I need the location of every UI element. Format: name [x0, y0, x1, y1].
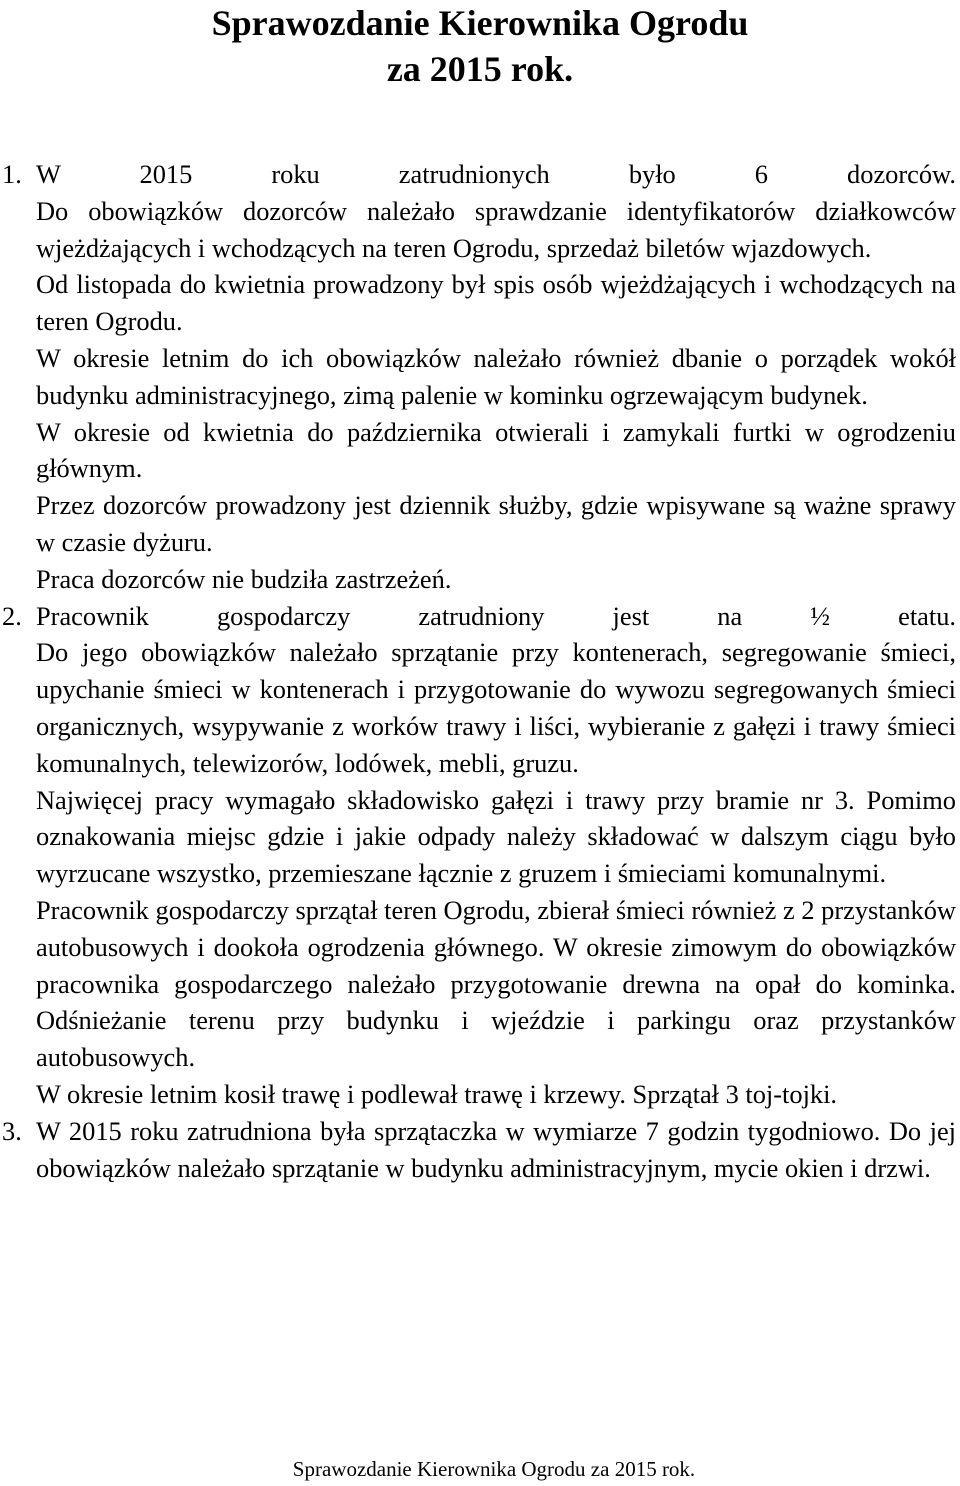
paragraph: Praca dozorców nie budziła zastrzeżeń. — [36, 563, 452, 594]
document-title — [0, 0, 960, 92]
item-number: 2. — [2, 600, 22, 631]
paragraph: W 2015 roku zatrudniona była sprzątaczka w wymiarze 7 godzin tygodniowo. Do jej obowiązków należało sprzątanie w budynku administracyjnym, mycie okien i drzwi. — [36, 1115, 956, 1183]
paragraph: Pracownik gospodarczy sprzątał teren Ogrodu, zbierał śmieci również z 2 przystanków autobusowych i dookoła ogrodzenia głównego. W okresie zimowym do obowiązków pracownika gospodarczego należało przygotowanie drewna na opał do kominka. Odśnieżanie terenu przy budynku i wjeździe i parkingu oraz przystanków autobusowych. — [36, 894, 956, 1073]
paragraph: Do jego obowiązków należało sprzątanie przy kontenerach, segregowanie śmieci, upychanie śmieci w kontenerach i przygotowanie do wywozu segregowanych śmieci organicznych, wsypywanie z worków trawy i liści, wybieranie z gałęzi i trawy śmieci komunalnych, telewizorów, lodówek, mebli, gruzu. — [36, 637, 956, 778]
paragraph: W 2015 roku zatrudnionych było 6 dozorców. — [36, 159, 956, 189]
paragraph: Pracownik gospodarczy zatrudniony jest na ½ etatu. — [36, 600, 956, 631]
paragraph: W okresie letnim do ich obowiązków należało również dbanie o porządek wokół budynku administracyjnego, zimą palenie w kominku ogrzewającym budynek. — [36, 342, 956, 410]
paragraph: Do obowiązków dozorców należało sprawdzanie identyfikatorów działkowców wjeżdżających i wchodzących na teren Ogrodu, sprzedaż biletów wjazdowych. — [36, 195, 956, 263]
item-number: 3. — [2, 1115, 22, 1146]
list-item-3 — [0, 1113, 960, 1187]
paragraph: W okresie letnim kosił trawę i podlewał trawę i krzewy. Sprzątał 3 toj-tojki. — [36, 1078, 838, 1109]
paragraph: W okresie od kwietnia do października otwierali i zamykali furtki w ogrodzeniu głównym. — [36, 416, 956, 484]
paragraph: Najwięcej pracy wymagało składowisko gałęzi i trawy przy bramie nr 3. Pomimo oznakowania miejsc gdzie i jakie odpady należy składować w dalszym ciągu było wyrzucane wszystko, przemieszane łącznie z gruzem i śmieciami komunalnymi. — [36, 784, 956, 889]
paragraph: Przez dozorców prowadzony jest dziennik służby, gdzie wpisywane są ważne sprawy w czasie dyżuru. — [36, 490, 956, 557]
title-line-2: za 2015 rok. — [386, 49, 574, 89]
item-number: 1. — [2, 159, 22, 189]
report-list — [0, 156, 960, 1186]
title-line-1: Sprawozdanie Kierownika Ogrodu — [211, 3, 749, 43]
list-item-2 — [0, 598, 960, 1113]
list-item-1 — [0, 156, 960, 598]
page-footer: Sprawozdanie Kierownika Ogrodu za 2015 rok. — [292, 1457, 696, 1481]
paragraph: Od listopada do kwietnia prowadzony był spis osób wjeżdżających i wchodzących na teren Ogrodu. — [36, 269, 956, 337]
